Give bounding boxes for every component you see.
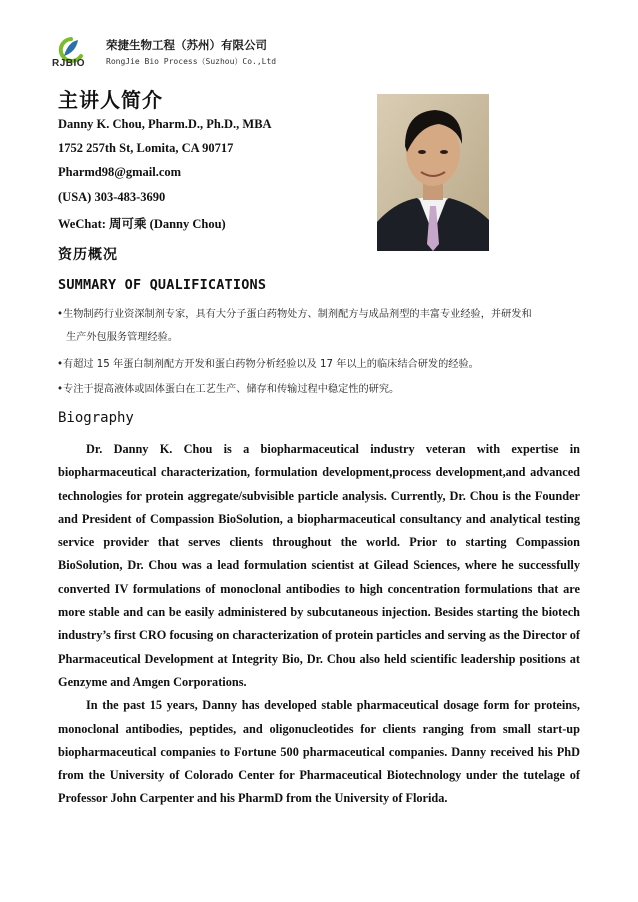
biography-text: [58, 438, 580, 811]
contact-phone: (USA) 303-483-3690: [58, 190, 166, 204]
summary-item: •生物制药行业资深制剂专家，具有大分子蛋白药物处方、制剂配方与成品剂型的丰富专业经验，并研发和: [57, 309, 532, 320]
company-name-en: RongJie Bio Process（Suzhou）Co.,Ltd: [106, 57, 277, 66]
speaker-heading: 主讲人简介: [58, 88, 163, 112]
contact-name: Danny K. Chou, Pharm.D., Ph.D., MBA: [58, 117, 272, 131]
summary-item: •有超过 15 年蛋白制剂配方开发和蛋白药物分析经验以及 17 年以上的临床结合研发的经验。: [57, 359, 479, 370]
company-name-cn: 荣捷生物工程（苏州）有限公司: [106, 38, 267, 52]
contact-wechat: WeChat: 周可乘 (Danny Chou): [58, 217, 226, 231]
biography-title: Biography: [58, 410, 134, 426]
speaker-photo: [377, 94, 489, 251]
qualifications-heading: 资历概况: [58, 247, 118, 263]
biography-paragraph: Dr. Danny K. Chou is a biopharmaceutical industry veteran with expertise in biopharmaceutical characterization, formulation development,process development,and advanced technologies for protein aggregate/subvisible particle analysis. Currently, Dr. Chou is the Founder and President of Compassion BioSolution, a biopharmaceutical consultancy and analytical testing service provider that serves clients throughout the world. Prior to starting Compassion BioSolution, Dr. Chou was a lead formulation scientist at Gilead Sciences, where he successfully converted IV formulations of monoclonal antibodies to high concentration formulations that are more stable and can be easily administered by subcutaneous injection. Besides starting the biotech industry’s first CRO focusing on characterization of protein particles and serving as the Director of Pharmaceutical Development at Integrity Bio, Dr. Chou also held scientific leadership positions at Genzyme and Amgen Corporations.: [58, 442, 580, 689]
contact-address: 1752 257th St, Lomita, CA 90717: [58, 141, 234, 155]
summary-item: 生产外包服务管理经验。: [66, 332, 179, 343]
summary-title: SUMMARY OF QUALIFICATIONS: [58, 277, 267, 293]
contact-email: Pharmd98@gmail.com: [58, 165, 182, 179]
logo-text: RJBIO: [52, 58, 86, 69]
summary-item: •专注于提高液体或固体蛋白在工艺生产、储存和传输过程中稳定性的研究。: [57, 384, 400, 395]
biography-paragraph: In the past 15 years, Danny has developed stable pharmaceutical dosage form for proteins, monoclonal antibodies, peptides, and oligonucleotides for clients ranging from small start-up biopharmaceutical companies to Fortune 500 pharmaceutical companies. Danny received his PhD from the University of Colorado Center for Pharmaceutical Biotechnology under the tutelage of Professor John Carpenter and his PharmD from the University of Florida.: [58, 698, 580, 806]
